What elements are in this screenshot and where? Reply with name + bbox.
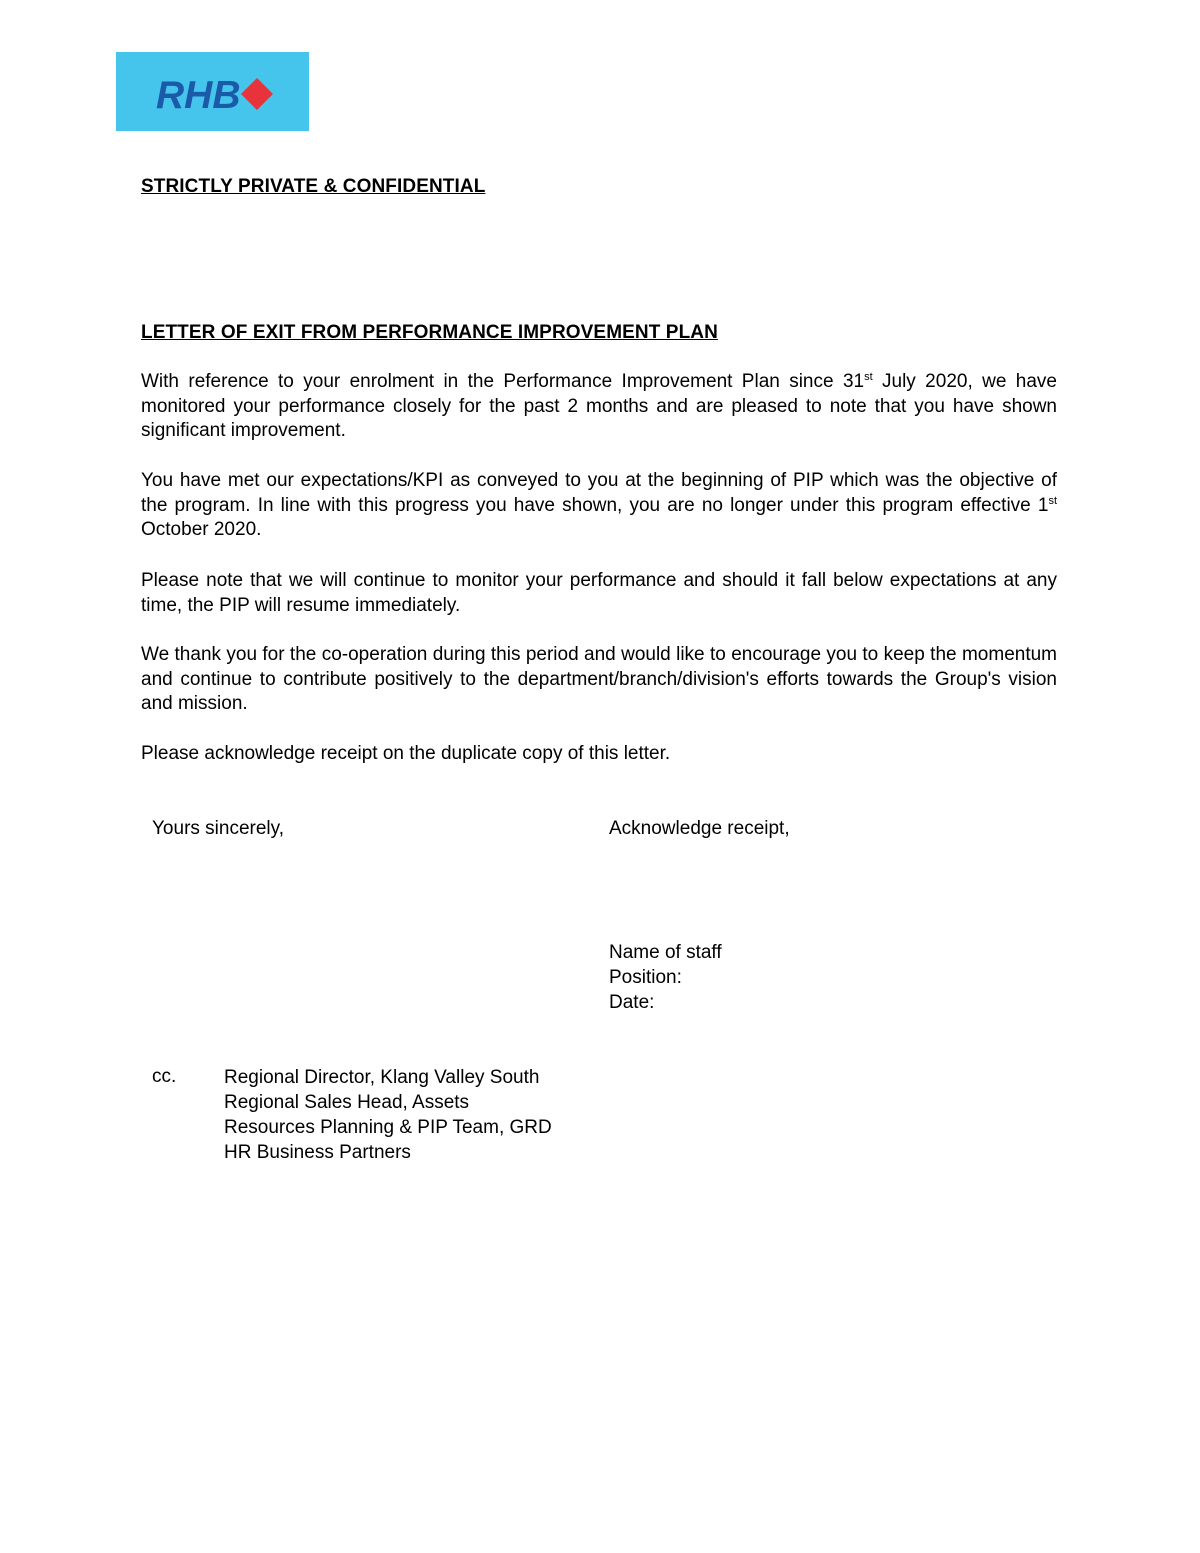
para1-superscript: st xyxy=(864,371,873,383)
confidential-label: STRICTLY PRIVATE & CONFIDENTIAL xyxy=(141,176,486,197)
staff-position-field: Position: xyxy=(609,967,682,988)
para1-text-end: July 2020, we have monitored your performance closely for the past 2 months and are pleased to note that you have shown significant improvement. xyxy=(141,371,1057,442)
staff-date-field: Date: xyxy=(609,992,655,1013)
cc-recipient-list xyxy=(224,1065,552,1165)
para2-superscript: st xyxy=(1048,494,1057,507)
paragraph-monitoring xyxy=(141,569,1057,618)
paragraph-reference xyxy=(141,370,1057,444)
cc-label: cc. xyxy=(152,1066,177,1087)
logo-wordmark: RHB xyxy=(156,74,241,117)
paragraph-expectations xyxy=(141,469,1057,543)
cc-recipient: HR Business Partners xyxy=(224,1142,411,1163)
para1-text-start: With reference to your enrolment in the Performance Improvement Plan since 31 xyxy=(141,371,865,392)
letter-title: LETTER OF EXIT FROM PERFORMANCE IMPROVEMENT PLAN xyxy=(141,322,718,343)
company-logo xyxy=(116,52,309,131)
staff-fields xyxy=(609,940,722,1015)
cc-recipient: Regional Sales Head, Assets xyxy=(224,1092,470,1113)
staff-name-field: Name of staff xyxy=(609,942,722,963)
para3-text: Please note that we will continue to monitor your performance and should it fall below expectations at any time, the PIP will resume immediately. xyxy=(141,570,1057,616)
closing-acknowledge-receipt: Acknowledge receipt, xyxy=(609,818,790,839)
paragraph-acknowledge: Please acknowledge receipt on the duplicate copy of this letter. xyxy=(141,743,671,764)
cc-recipient: Regional Director, Klang Valley South xyxy=(224,1067,540,1088)
cc-recipient: Resources Planning & PIP Team, GRD xyxy=(224,1117,552,1138)
paragraph-thanks xyxy=(141,643,1057,717)
logo-graphic xyxy=(116,52,309,131)
para2-text-end: October 2020. xyxy=(141,519,262,541)
closing-yours-sincerely: Yours sincerely, xyxy=(152,818,285,839)
para2-text-start: You have met our expectations/KPI as conveyed to you at the beginning of PIP which was the objective of the program. In line with this progress you have shown, you are no longer under this program effective 1 xyxy=(141,470,1057,516)
para4-text: We thank you for the co-operation during this period and would like to encourage you to keep the momentum and continue to contribute positively to the department/branch/division's efforts towards the Group's vision and mission. xyxy=(141,644,1057,715)
logo-diamond-icon xyxy=(241,78,273,110)
